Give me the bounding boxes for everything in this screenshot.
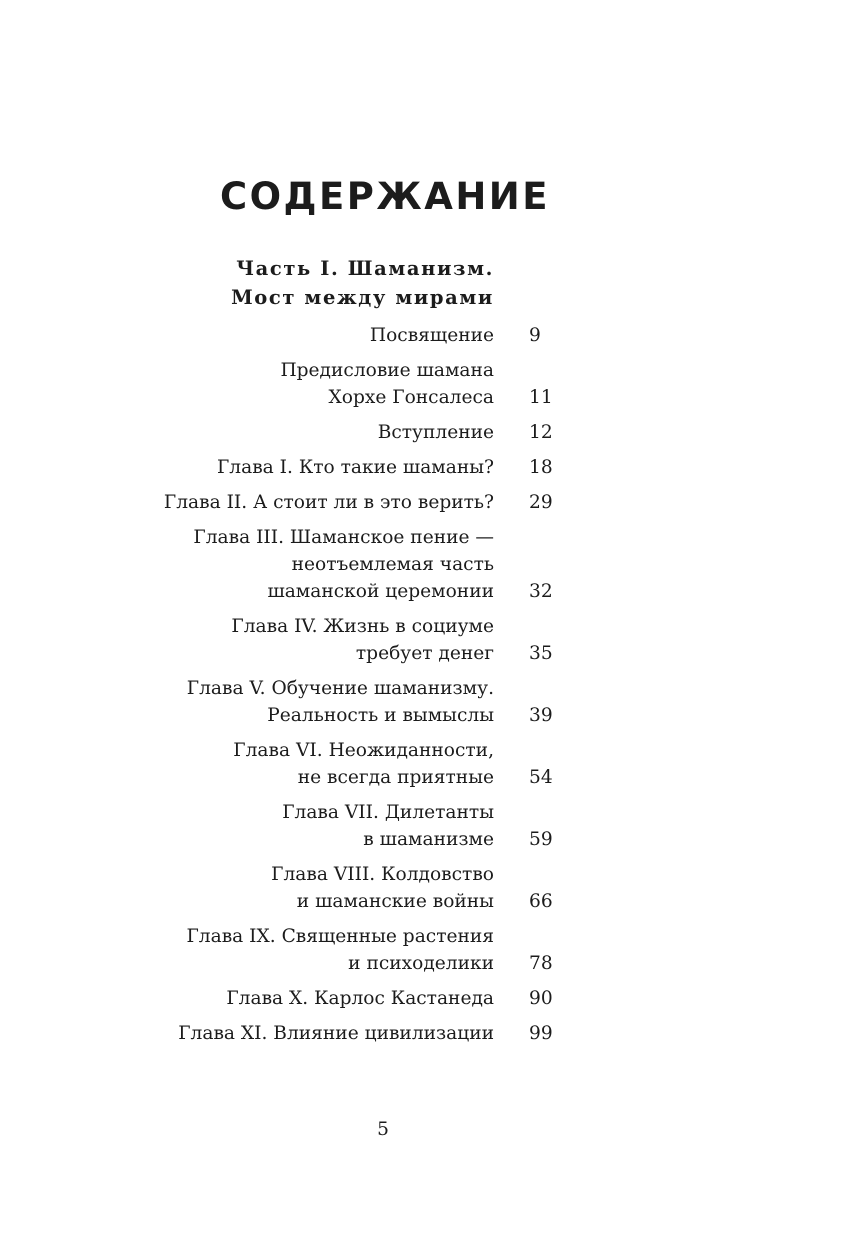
- toc-entry-title-line: Глава II. А стоит ли в это верить?: [163, 492, 494, 513]
- toc-entry-title: [0, 985, 494, 1012]
- toc-entry-title-line: Глава VII. Дилетанты: [282, 802, 494, 823]
- page-title: СОДЕРЖАНИЕ: [219, 175, 551, 218]
- toc-entry-title-line: Глава VI. Неожиданности,: [233, 740, 494, 761]
- part-heading-line-2: Мост между мирами: [231, 286, 494, 309]
- toc-entry-title-line: Реальность и вымыслы: [267, 705, 494, 726]
- toc-entry-title-line: требует денег: [355, 643, 494, 664]
- toc-entry-title: [0, 799, 494, 853]
- toc-entry-title: [0, 419, 494, 446]
- toc-entry-page: 39: [529, 705, 553, 726]
- toc-entry-title: [0, 613, 494, 667]
- toc-entry-page: 66: [529, 891, 553, 912]
- toc-entry-title-line: Глава IV. Жизнь в социуме: [231, 616, 494, 637]
- page-number: 5: [377, 1119, 389, 1140]
- toc-entry: [0, 454, 845, 481]
- toc-entry-title-line: Вступление: [377, 422, 494, 443]
- toc-entry: [0, 489, 845, 516]
- toc-entry-title: [0, 861, 494, 915]
- toc-entry-page: 29: [529, 492, 553, 513]
- toc-entry-title: [0, 454, 494, 481]
- toc-list: [0, 322, 845, 1055]
- toc-entry-title-line: Глава X. Карлос Кастанеда: [226, 988, 494, 1009]
- toc-entry: [0, 613, 845, 667]
- toc-entry-page: 12: [529, 422, 553, 443]
- toc-entry: [0, 923, 845, 977]
- toc-entry-title: [0, 524, 494, 605]
- toc-entry-page: 35: [529, 643, 553, 664]
- toc-entry-page: 90: [529, 988, 553, 1009]
- toc-entry-title-line: и шаманские войны: [296, 891, 494, 912]
- toc-entry: [0, 737, 845, 791]
- toc-entry-page: 18: [529, 457, 553, 478]
- toc-entry-title-line: неотъемлемая часть: [291, 554, 494, 575]
- toc-entry: [0, 419, 845, 446]
- toc-entry: [0, 1020, 845, 1047]
- toc-entry-title-line: Глава VIII. Колдовство: [271, 864, 494, 885]
- toc-entry: [0, 675, 845, 729]
- toc-entry-page: 54: [529, 767, 553, 788]
- toc-entry-page: 78: [529, 953, 553, 974]
- toc-entry-page: 99: [529, 1023, 553, 1044]
- toc-entry: [0, 524, 845, 605]
- toc-entry-page: 32: [529, 581, 553, 602]
- toc-entry: [0, 861, 845, 915]
- part-heading-line-1: Часть I. Шаманизм.: [236, 257, 494, 280]
- toc-entry-title-line: шаманской церемонии: [267, 581, 494, 602]
- toc-entry-page: 59: [529, 829, 553, 850]
- toc-entry-title: [0, 489, 494, 516]
- toc-entry: [0, 985, 845, 1012]
- toc-entry-title: [0, 357, 494, 411]
- toc-entry-title-line: Предисловие шамана: [280, 360, 494, 381]
- toc-entry-page: 11: [529, 387, 553, 408]
- toc-entry: [0, 357, 845, 411]
- toc-entry-title-line: и психоделики: [348, 953, 494, 974]
- toc-entry-title-line: Глава III. Шаманское пение —: [193, 527, 494, 548]
- toc-entry-title-line: Посвящение: [369, 325, 494, 346]
- toc-entry: [0, 322, 845, 349]
- part-heading: [231, 254, 494, 312]
- toc-entry-title-line: Глава XI. Влияние цивилизации: [178, 1023, 494, 1044]
- toc-entry-page: 9: [529, 325, 541, 346]
- toc-entry-title-line: Глава V. Обучение шаманизму.: [186, 678, 494, 699]
- toc-entry-title-line: не всегда приятные: [297, 767, 494, 788]
- toc-entry-title-line: Глава I. Кто такие шаманы?: [217, 457, 494, 478]
- toc-entry-title: [0, 923, 494, 977]
- toc-entry-title: [0, 1020, 494, 1047]
- toc-entry-title-line: Хорхе Гонсалеса: [328, 387, 494, 408]
- toc-entry-title-line: в шаманизме: [363, 829, 494, 850]
- toc-entry: [0, 799, 845, 853]
- toc-entry-title: [0, 322, 494, 349]
- toc-entry-title: [0, 737, 494, 791]
- toc-entry-title: [0, 675, 494, 729]
- toc-entry-title-line: Глава IX. Священные растения: [186, 926, 494, 947]
